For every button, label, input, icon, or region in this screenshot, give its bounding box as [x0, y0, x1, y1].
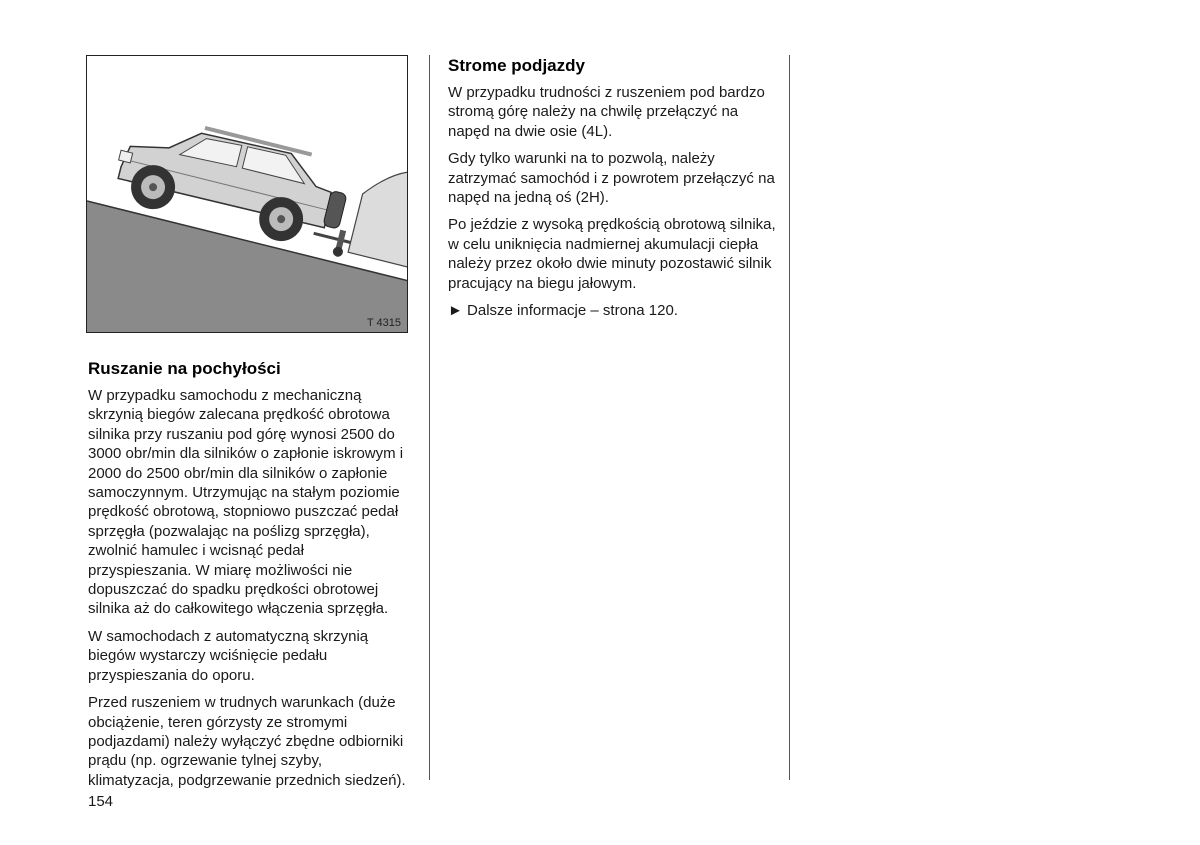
figure-car-on-slope	[86, 55, 408, 333]
figure-code-label: T 4315	[366, 317, 401, 329]
page-number: 154	[88, 793, 114, 810]
right-edge-divider	[789, 55, 790, 780]
section-heading-hill-start: Ruszanie na pochyłości	[88, 359, 281, 378]
paragraph: Po jeździe z wysoką prędkością obrotową silnika, w celu uniknięcia nadmiernej akumulacji ciepła należy przez około dwie minuty pozostawić silnik pracujący na biegu jałowym.	[448, 216, 776, 292]
paragraph: W przypadku samochodu z mechaniczną skrzynią biegów zalecana prędkość obrotowa silnika przy ruszaniu pod górę wynosi 2500 do 3000 obr/min dla silników o zapłonie iskrowym i 2000 do 2500 obr/min dla silników o zapłonie samoczynnym. Utrzymując na stałym poziomie prędkość obrotową, stopniowo puszczać pedał sprzęgła (pozwalając na poślizg sprzęgła), zwolnić hamulec i wcisnąć pedał przyspieszania. W miarę możliwości nie dopuszczać do spadku prędkości obrotowej silnika aż do całkowitego włączenia sprzęgła.	[88, 387, 404, 618]
column-divider	[429, 55, 430, 780]
paragraph: W samochodach z automatyczną skrzynią biegów wystarczy wciśnięcie pedału przyspieszania do oporu.	[88, 627, 369, 684]
paragraph: W przypadku trudności z ruszeniem pod bardzo stromą górę należy na chwilę przełączyć na napęd na dwie osie (4L).	[448, 84, 765, 140]
cross-reference-link[interactable]: ► Dalsze informacje – strona 120.	[448, 302, 678, 320]
right-column	[448, 55, 776, 328]
car-with-trailer-on-slope-icon	[87, 56, 408, 333]
paragraph: Gdy tylko warunki na to pozwolą, należy zatrzymać samochód i z powrotem przełączyć na napęd na jedną oś (2H).	[448, 150, 775, 207]
section-heading-steep-climbs: Strome podjazdy	[448, 56, 585, 75]
paragraph: Przed ruszeniem w trudnych warunkach (duże obciążenie, teren górzysty ze stromymi podjazdami) należy wyłączyć zbędne odbiorniki prądu (np. ogrzewanie tylnej szyby, klimatyzacja, podgrzewanie przednich siedzeń).	[88, 694, 406, 789]
left-column	[88, 358, 410, 798]
